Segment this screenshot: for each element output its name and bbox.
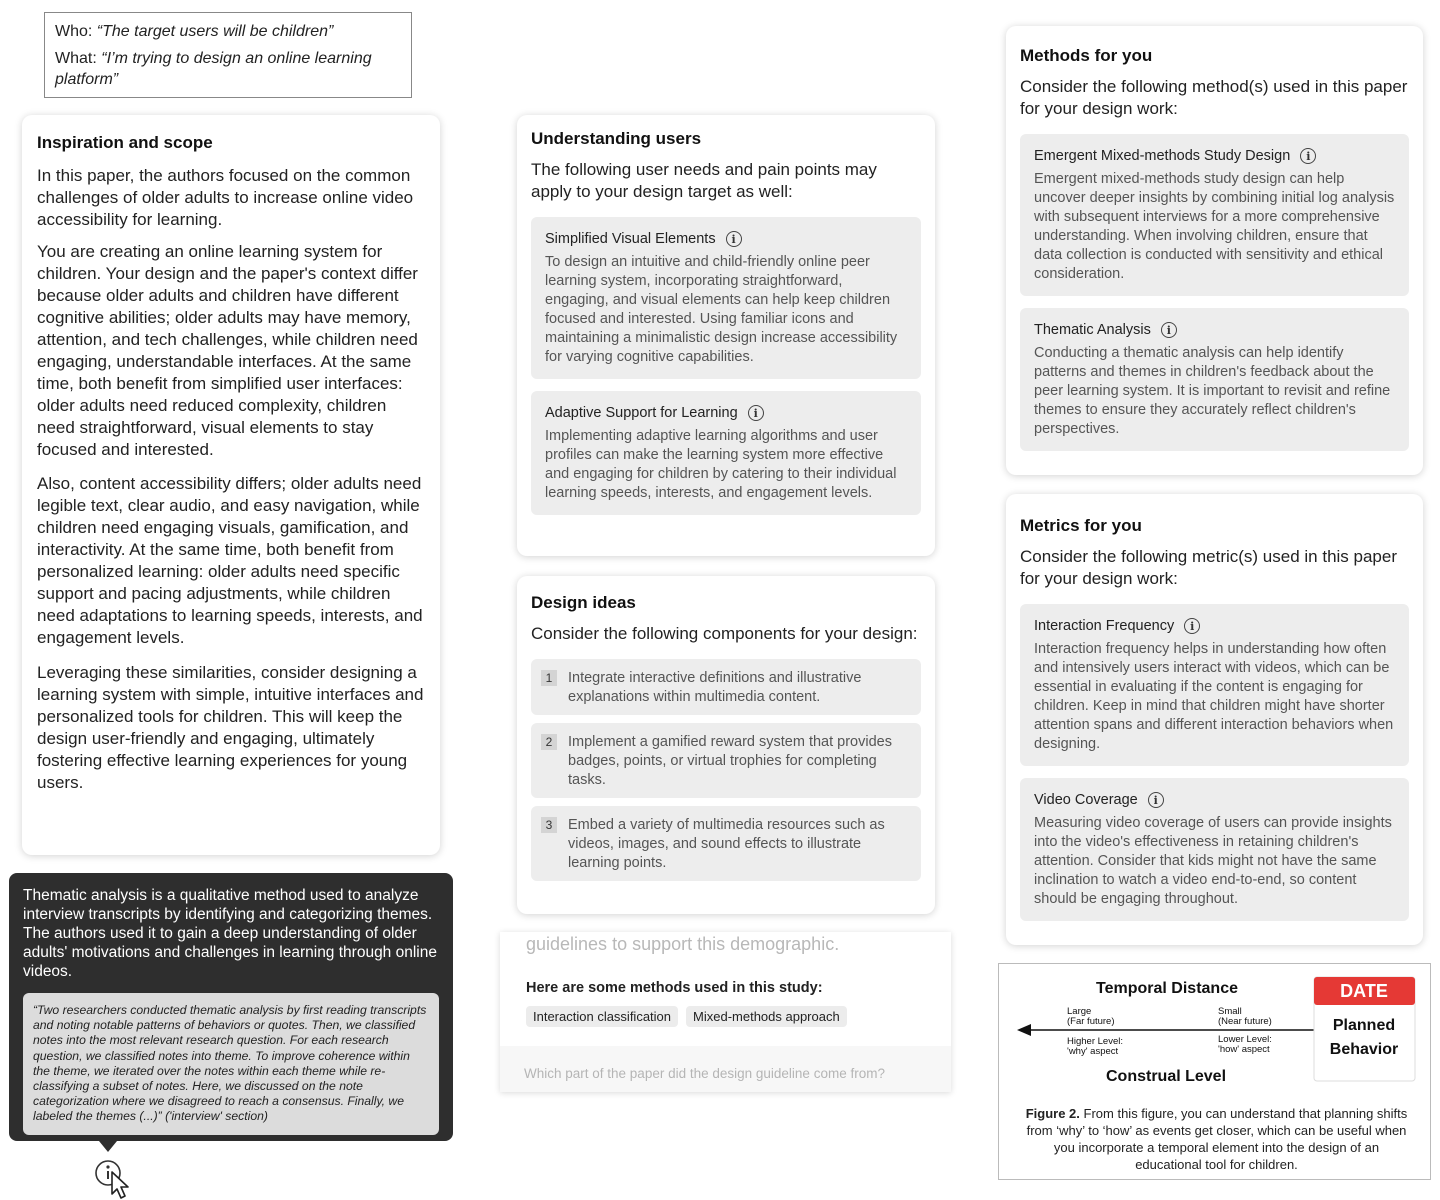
method-title: Thematic Analysis: [1034, 322, 1151, 338]
metrics-intro: Consider the following metric(s) used in this paper for your design work:: [1020, 547, 1398, 588]
what-line: What: “I’m trying to design an online learning platform”: [55, 50, 372, 88]
metric-title-row: [1034, 792, 1395, 808]
time-arrow-head: [1017, 1024, 1031, 1036]
user-need-item: [531, 391, 921, 515]
methods-intro: Consider the following method(s) used in this paper for your design work:: [1020, 77, 1408, 118]
what-quote: “I’m trying to design an online learning platform”: [55, 50, 372, 88]
method-title-row: [1034, 322, 1395, 338]
tooltip-text: Thematic analysis is a qualitative method used to analyze interview transcripts by identifying and categorizing themes. The authors used it to gain a deep understanding of older adults' motivations and challenges in learning through online videos.: [23, 887, 437, 980]
idea-text: Integrate interactive definitions and illustrative explanations within multimedia content.: [568, 670, 862, 705]
planned-label: Planned: [1332, 1017, 1396, 1034]
metrics-title: Metrics for you: [1020, 516, 1142, 535]
faded-guideline-text: guidelines to support this demographic.: [526, 934, 840, 954]
inspiration-paragraph: Leveraging these similarities, consider designing a learning system with simple, intuitive interfaces and personalized tools for children. This will keep the design user-friendly and engaging, ultimately fostering effective learning experiences for young users.: [37, 663, 424, 792]
info-icon[interactable]: i: [1148, 792, 1164, 808]
metric-title-row: [1034, 618, 1395, 634]
pointer-hand-icon: [94, 1158, 134, 1200]
construal-level-label: Construal Level: [1105, 1068, 1227, 1085]
construal-diagram: [999, 964, 1432, 1104]
what-label: What: [55, 50, 93, 67]
behavior-label: Behavior: [1329, 1041, 1399, 1058]
metrics-card: [1006, 494, 1423, 945]
source-question[interactable]: Which part of the paper did the design guideline come from?: [500, 1046, 951, 1092]
inspiration-paragraph: You are creating an online learning system for children. Your design and the paper's context differ because older adults and children have different cognitive abilities; older adults may have memory, attention, and tech challenges, while children need engaging, understandable interfaces. At the same time, both benefit from simplified user interfaces: older adults need reduced complexity, children need straightforward, visual elements to stay focused and interested.: [37, 242, 418, 459]
method-tooltip: [9, 873, 453, 1141]
how-aspect-label: 'how' aspect: [1218, 1044, 1270, 1055]
info-icon[interactable]: i: [748, 405, 764, 421]
design-intro: Consider the following components for your design:: [531, 624, 918, 643]
who-line: Who: “The target users will be children”: [55, 23, 334, 40]
inspiration-paragraph: In this paper, the authors focused on the common challenges of older adults to increase online video accessibility for learning.: [37, 166, 414, 229]
construal-figure: [998, 963, 1431, 1180]
understanding-title: Understanding users: [531, 129, 702, 148]
method-body: Conducting a thematic analysis can help identify patterns and themes in children's feedback about the peer learning system. It is important to revisit and refine themes to ensure they accurately reflect children's perspectives.: [1034, 345, 1391, 437]
idea-number: 2: [541, 734, 557, 750]
tooltip-arrow: [99, 1141, 117, 1152]
design-idea-item: [531, 806, 921, 881]
inspiration-paragraph: Also, content accessibility differs; older adults need legible text, clear audio, and easy navigation, while children need engaging visuals, gamification, and interactivity. At the same time, both benefit from personalized learning: older adults need specific support and pacing adjustments, while children need adaptations to learning speeds, interests, and engagement levels.: [37, 474, 423, 647]
info-icon[interactable]: i: [1184, 618, 1200, 634]
idea-number: 3: [541, 817, 557, 833]
method-body: Emergent mixed-methods study design can help uncover deeper insights by combining initial log analysis with subsequent interviews for a more comprehensive understanding. When involving children, ensure that data collection is conducted with sensitivity and ethical consideration.: [1034, 171, 1395, 282]
caption-label: Figure 2.: [1025, 1106, 1080, 1121]
method-chip[interactable]: Mixed-methods approach: [686, 1006, 847, 1027]
metric-title: Interaction Frequency: [1034, 618, 1175, 634]
user-need-title-row: [545, 405, 907, 421]
temporal-distance-label: Temporal Distance: [1096, 980, 1238, 997]
methods-used-heading: Here are some methods used in this study:: [526, 980, 823, 996]
method-title: Emergent Mixed-methods Study Design: [1034, 148, 1291, 164]
user-need-body: To design an intuitive and child-friendly online peer learning system, incorporating straightforward, engaging, and visual elements can help keep children focused and interested. Using familiar icons and maintaining a minimalistic design increase accessibility for varying cognitive capabilities.: [545, 254, 898, 365]
metric-item: [1020, 778, 1409, 921]
inspiration-card: [22, 115, 440, 855]
near-future-label: (Near future): [1218, 1016, 1272, 1027]
info-icon[interactable]: i: [726, 231, 742, 247]
why-aspect-label: 'why' aspect: [1067, 1046, 1119, 1057]
method-title-row: [1034, 148, 1395, 164]
metric-item: [1020, 604, 1409, 766]
idea-number: 1: [541, 670, 557, 686]
user-need-title: Adaptive Support for Learning: [545, 405, 738, 421]
metric-title: Video Coverage: [1034, 792, 1138, 808]
metric-body: Measuring video coverage of users can provide insights into the video's effectiveness in retaining children's attention. Consider that kids might not have the same inclination to watch a video end-to-end, so content should be engaging throughout.: [1034, 815, 1392, 907]
inspiration-title: Inspiration and scope: [37, 133, 213, 152]
higher-level-label: Higher Level:: [1067, 1036, 1123, 1047]
caption-text: From this figure, you can understand that planning shifts from ‘why’ to ‘how’ as events get closer, which can be useful when you incorporate a temporal element into the design of an educational tool for children.: [1026, 1106, 1408, 1172]
date-label: DATE: [1340, 981, 1388, 1001]
faded-guideline-panel: [500, 932, 951, 1092]
lower-level-label: Lower Level:: [1218, 1034, 1272, 1045]
idea-text: Embed a variety of multimedia resources such as videos, images, and sound effects to illustrate learning points.: [568, 817, 885, 871]
user-need-body: Implementing adaptive learning algorithms and user profiles can make the learning system more effective and engaging for children by catering to their individual learning speeds, interests, and engagement levels.: [545, 428, 897, 501]
design-idea-item: [531, 723, 921, 798]
method-item: [1020, 134, 1409, 296]
info-icon[interactable]: i: [1161, 322, 1177, 338]
large-label: Large: [1067, 1006, 1092, 1017]
small-label: Small: [1218, 1006, 1242, 1017]
design-ideas-card: [517, 576, 935, 914]
user-need-title: Simplified Visual Elements: [545, 231, 716, 247]
design-idea-item: [531, 659, 921, 715]
design-title: Design ideas: [531, 593, 636, 612]
info-icon[interactable]: i: [1300, 148, 1316, 164]
method-chip[interactable]: Interaction classification: [526, 1006, 678, 1027]
user-need-item: [531, 217, 921, 379]
who-label: Who: [55, 23, 88, 40]
far-future-label: (Far future): [1067, 1016, 1115, 1027]
method-chips: [526, 1006, 847, 1027]
metric-body: Interaction frequency helps in understanding how often and intensively users interact with videos, which can be essential in evaluating if the content is engaging for children. Keep in mind that children might have shorter attention spans and different interaction behaviors when designing.: [1034, 641, 1394, 752]
understanding-intro: The following user needs and pain points may apply to your design target as well:: [531, 160, 877, 201]
tooltip-quote: “Two researchers conducted thematic analysis by first reading transcripts and noting notable patterns of behaviors or quotes. Then, we classified notes into the most relevant research question. For each research question, we classified notes into theme. To improve coherence within the theme, we iterated over the notes within each theme while re-classifying a subset of notes. Here, we discussed on the note categorization where we disagreed to reach a consensus. Finally, we labeled the themes (...)” ('interview' section): [23, 993, 439, 1135]
who-quote: “The target users will be children”: [96, 23, 334, 40]
method-item: [1020, 308, 1409, 451]
understanding-users-card: [517, 115, 935, 556]
methods-card: [1006, 26, 1423, 475]
user-context-box: [44, 12, 412, 98]
methods-title: Methods for you: [1020, 46, 1153, 65]
figure-caption: [1019, 1105, 1414, 1173]
user-need-title-row: [545, 231, 907, 247]
idea-text: Implement a gamified reward system that provides badges, points, or virtual trophies for completing tasks.: [568, 734, 892, 788]
